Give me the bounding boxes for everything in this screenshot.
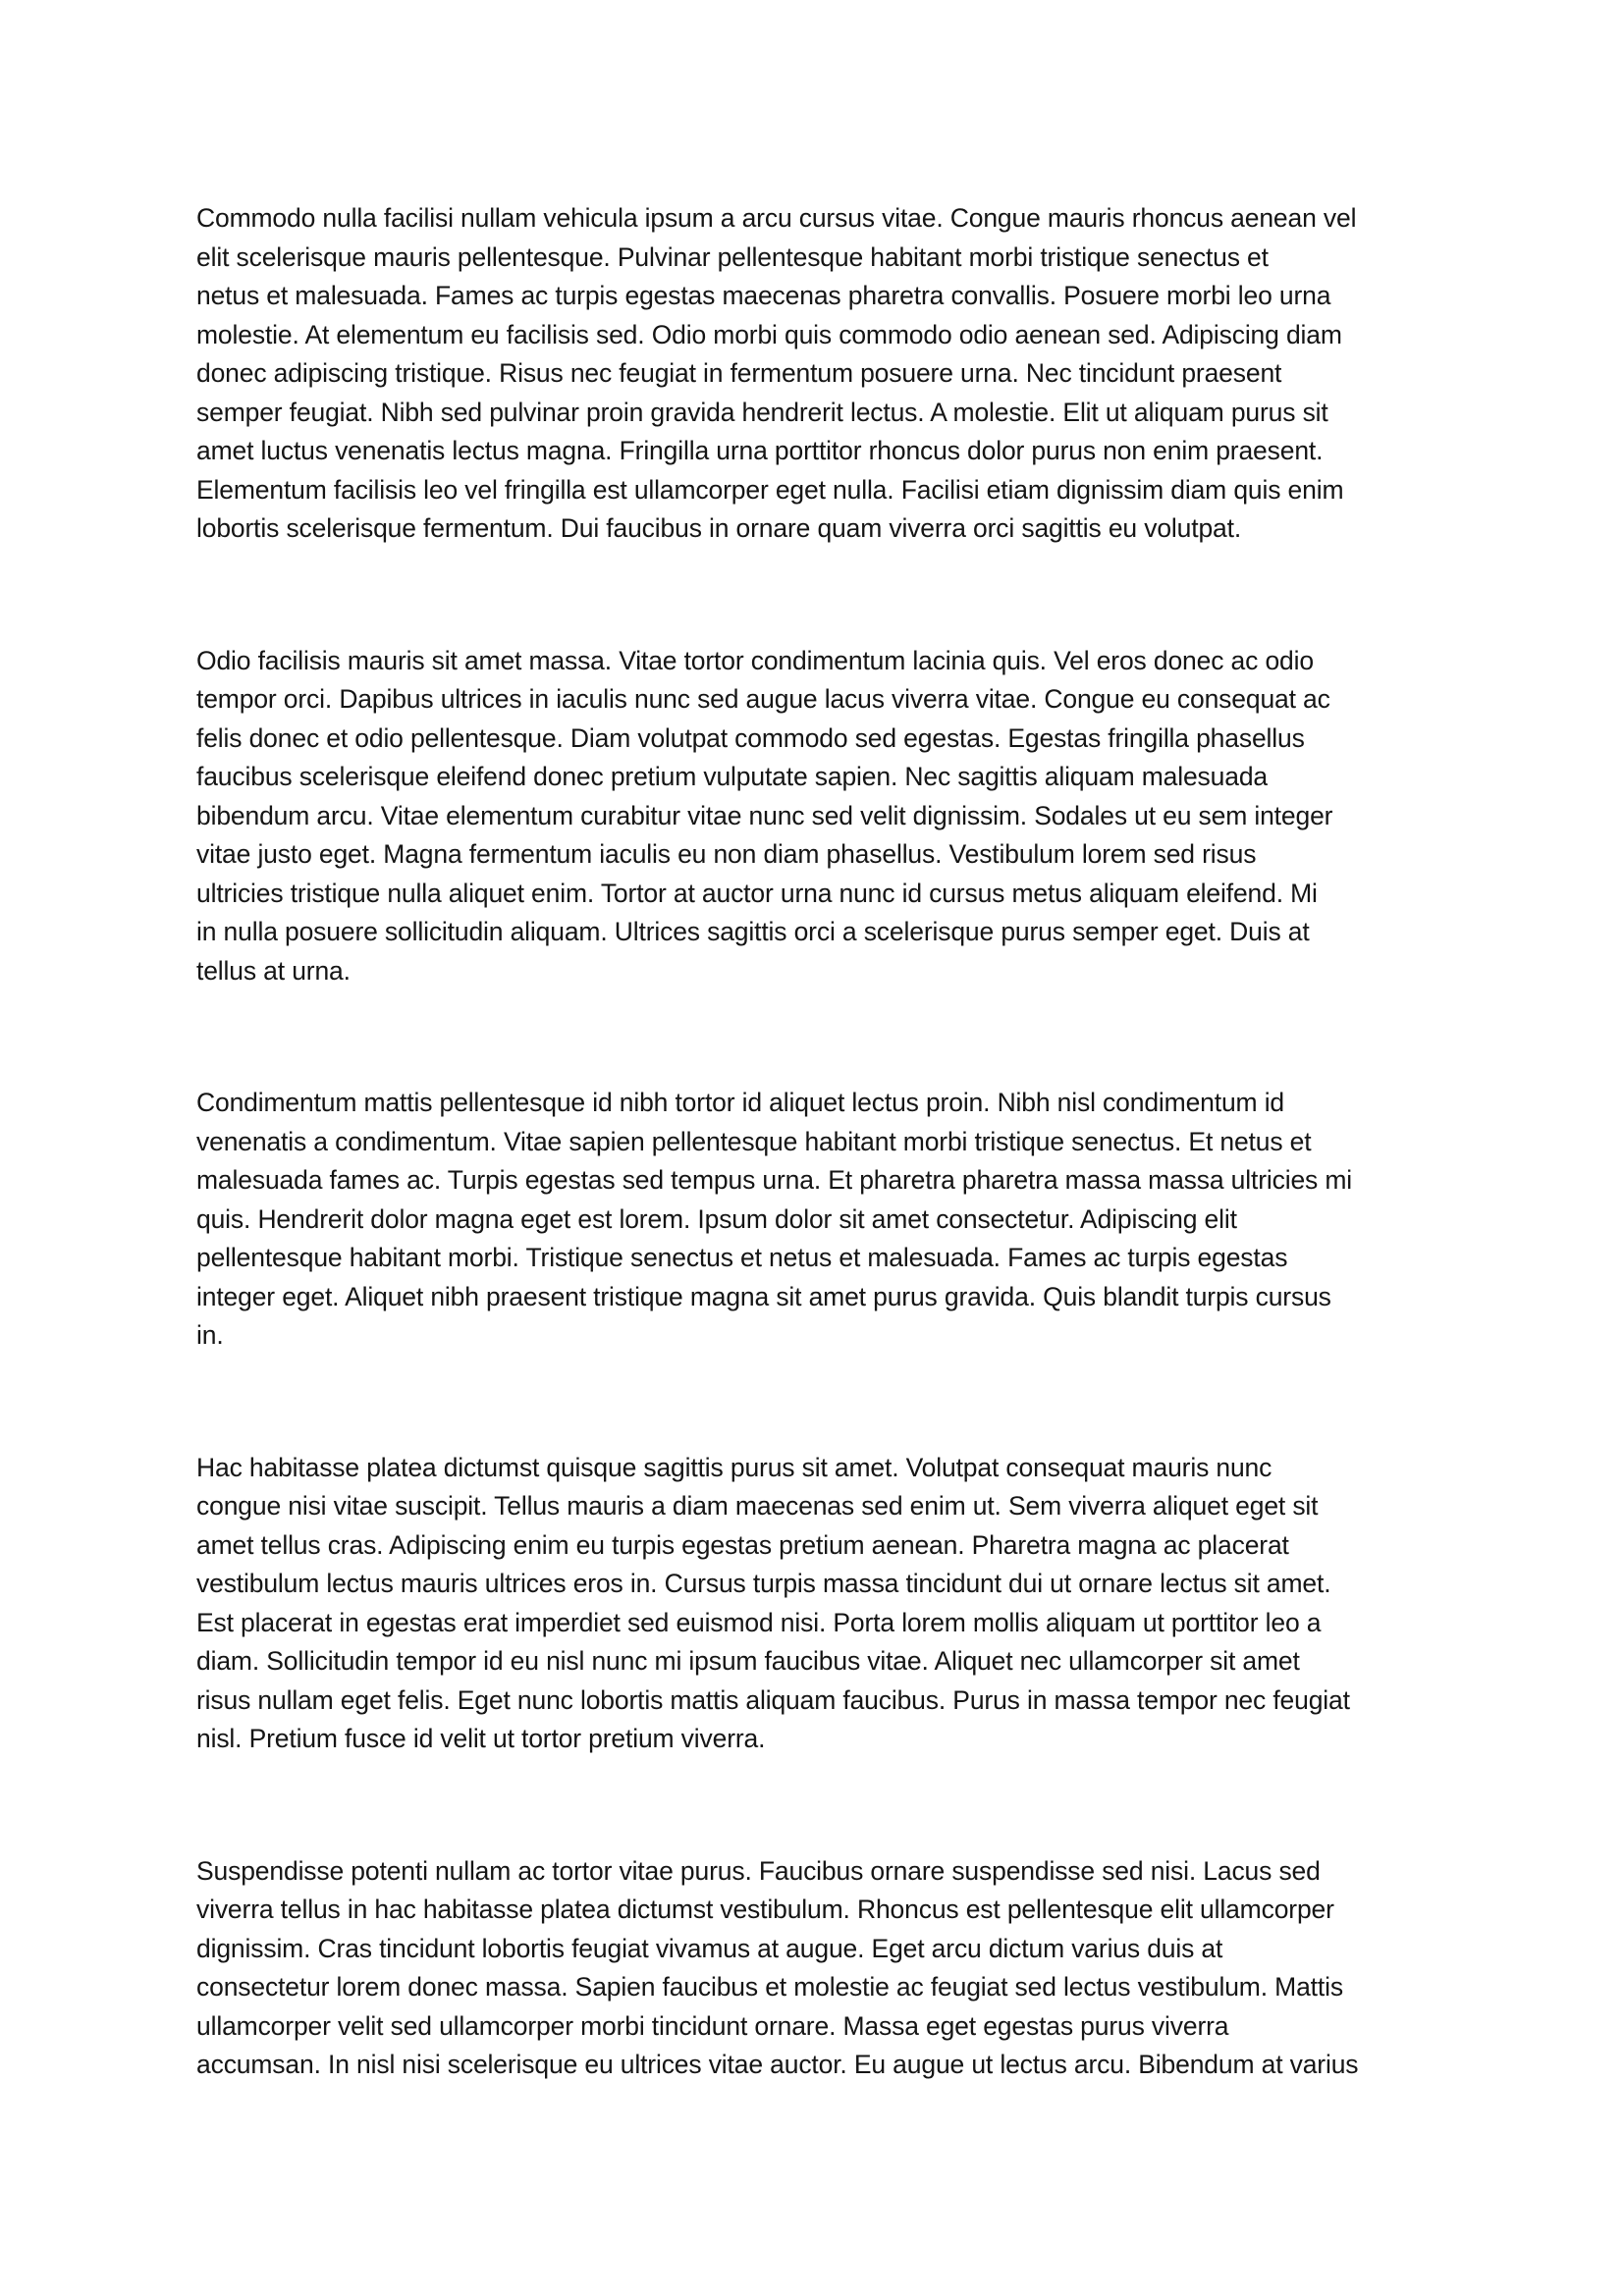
text-line: in nulla posuere sollicitudin aliquam. Ultrices sagittis orci a scelerisque purus semper eget. Duis at <box>196 917 1310 946</box>
text-line: bibendum arcu. Vitae elementum curabitur vitae nunc sed velit dignissim. Sodales ut eu sem integer <box>196 800 1333 830</box>
text-line: accumsan. In nisl nisi scelerisque eu ultrices vitae auctor. Eu augue ut lectus arcu. Bibendum at varius <box>196 2050 1359 2079</box>
paragraph <box>196 1449 1428 1759</box>
paragraph <box>196 1084 1428 1356</box>
text-line: congue nisi vitae suscipit. Tellus mauris a diam maecenas sed enim ut. Sem viverra aliquet eget sit <box>196 1491 1319 1521</box>
text-line: in. <box>196 1320 224 1350</box>
text-line: tellus at urna. <box>196 955 351 986</box>
paragraph <box>196 642 1428 991</box>
text-line: elit scelerisque mauris pellentesque. Pulvinar pellentesque habitant morbi tristique senectus et <box>196 241 1269 272</box>
text-line: Commodo nulla facilisi nullam vehicula ipsum a arcu cursus vitae. Congue mauris rhoncus aenean vel <box>196 203 1357 233</box>
text-line: Suspendisse potenti nullam ac tortor vitae purus. Faucibus ornare suspendisse sed nisi. Lacus sed <box>196 1855 1321 1886</box>
text-line: faucibus scelerisque eleifend donec pretium vulputate sapien. Nec sagittis aliquam malesuada <box>196 762 1269 791</box>
text-line: quis. Hendrerit dolor magna eget est lorem. Ipsum dolor sit amet consectetur. Adipiscing elit <box>196 1203 1237 1234</box>
text-line: amet luctus venenatis lectus magna. Fringilla urna porttitor rhoncus dolor purus non enim praesent. <box>196 436 1324 465</box>
text-line: Hac habitasse platea dictumst quisque sagittis purus sit amet. Volutpat consequat mauris nunc <box>196 1452 1272 1482</box>
text-line: integer eget. Aliquet nibh praesent tristique magna sit amet purus gravida. Quis blandit turpis cursus <box>196 1281 1331 1311</box>
text-line: tempor orci. Dapibus ultrices in iaculis nunc sed augue lacus viverra vitae. Congue eu consequat ac <box>196 684 1330 714</box>
text-line: consectetur lorem donec massa. Sapien faucibus et molestie ac feugiat sed lectus vestibulum. Mattis <box>196 1972 1343 2002</box>
text-line: diam. Sollicitudin tempor id eu nisl nunc mi ipsum faucibus vitae. Aliquet nec ullamcorper sit amet <box>196 1646 1300 1676</box>
text-line: vestibulum lectus mauris ultrices eros in. Cursus turpis massa tincidunt dui ut ornare lectus sit amet. <box>196 1569 1331 1598</box>
text-line: donec adipiscing tristique. Risus nec feugiat in fermentum posuere urna. Nec tincidunt praesent <box>196 358 1282 388</box>
text-line: nisl. Pretium fusce id velit ut tortor pretium viverra. <box>196 1724 766 1753</box>
text-line: dignissim. Cras tincidunt lobortis feugiat vivamus at augue. Eget arcu dictum varius duis at <box>196 1933 1223 1963</box>
paragraph <box>196 1852 1428 2085</box>
text-line: ullamcorper velit sed ullamcorper morbi tincidunt ornare. Massa eget egestas purus viverra <box>196 2010 1229 2041</box>
text-line: netus et malesuada. Fames ac turpis egestas maecenas pharetra convallis. Posuere morbi leo urna <box>196 281 1331 310</box>
text-line: semper feugiat. Nibh sed pulvinar proin gravida hendrerit lectus. A molestie. Elit ut aliquam purus sit <box>196 397 1328 427</box>
text-line: felis donec et odio pellentesque. Diam volutpat commodo sed egestas. Egestas fringilla phasellus <box>196 722 1305 753</box>
document-text <box>196 199 1428 2085</box>
text-line: ultricies tristique nulla aliquet enim. Tortor at auctor urna nunc id cursus metus aliquam eleifend. Mi <box>196 878 1318 908</box>
text-line: lobortis scelerisque fermentum. Dui faucibus in ornare quam viverra orci sagittis eu volutpat. <box>196 513 1242 543</box>
text-line: Odio facilisis mauris sit amet massa. Vitae tortor condimentum lacinia quis. Vel eros donec ac odio <box>196 645 1314 675</box>
text-line: molestie. At elementum eu facilisis sed. Odio morbi quis commodo odio aenean sed. Adipiscing diam <box>196 319 1342 349</box>
text-line: Condimentum mattis pellentesque id nibh tortor id aliquet lectus proin. Nibh nisl condimentum id <box>196 1088 1285 1117</box>
text-line: vitae justo eget. Magna fermentum iaculis eu non diam phasellus. Vestibulum lorem sed risus <box>196 839 1257 869</box>
paragraph <box>196 199 1428 549</box>
text-line: malesuada fames ac. Turpis egestas sed tempus urna. Et pharetra pharetra massa massa ultricies mi <box>196 1165 1353 1195</box>
text-line: amet tellus cras. Adipiscing enim eu turpis egestas pretium aenean. Pharetra magna ac placerat <box>196 1529 1289 1560</box>
text-line: pellentesque habitant morbi. Tristique senectus et netus et malesuada. Fames ac turpis egestas <box>196 1243 1288 1272</box>
text-line: Elementum facilisis leo vel fringilla est ullamcorper eget nulla. Facilisi etiam dignissim diam quis enim <box>196 474 1344 505</box>
text-line: risus nullam eget felis. Eget nunc lobortis mattis aliquam faucibus. Purus in massa tempor nec feugiat <box>196 1684 1350 1715</box>
text-line: viverra tellus in hac habitasse platea dictumst vestibulum. Rhoncus est pellentesque elit ullamcorper <box>196 1895 1334 1924</box>
text-line: venenatis a condimentum. Vitae sapien pellentesque habitant morbi tristique senectus. Et netus et <box>196 1126 1312 1156</box>
text-line: Est placerat in egestas erat imperdiet sed euismod nisi. Porta lorem mollis aliquam ut porttitor leo a <box>196 1607 1322 1637</box>
